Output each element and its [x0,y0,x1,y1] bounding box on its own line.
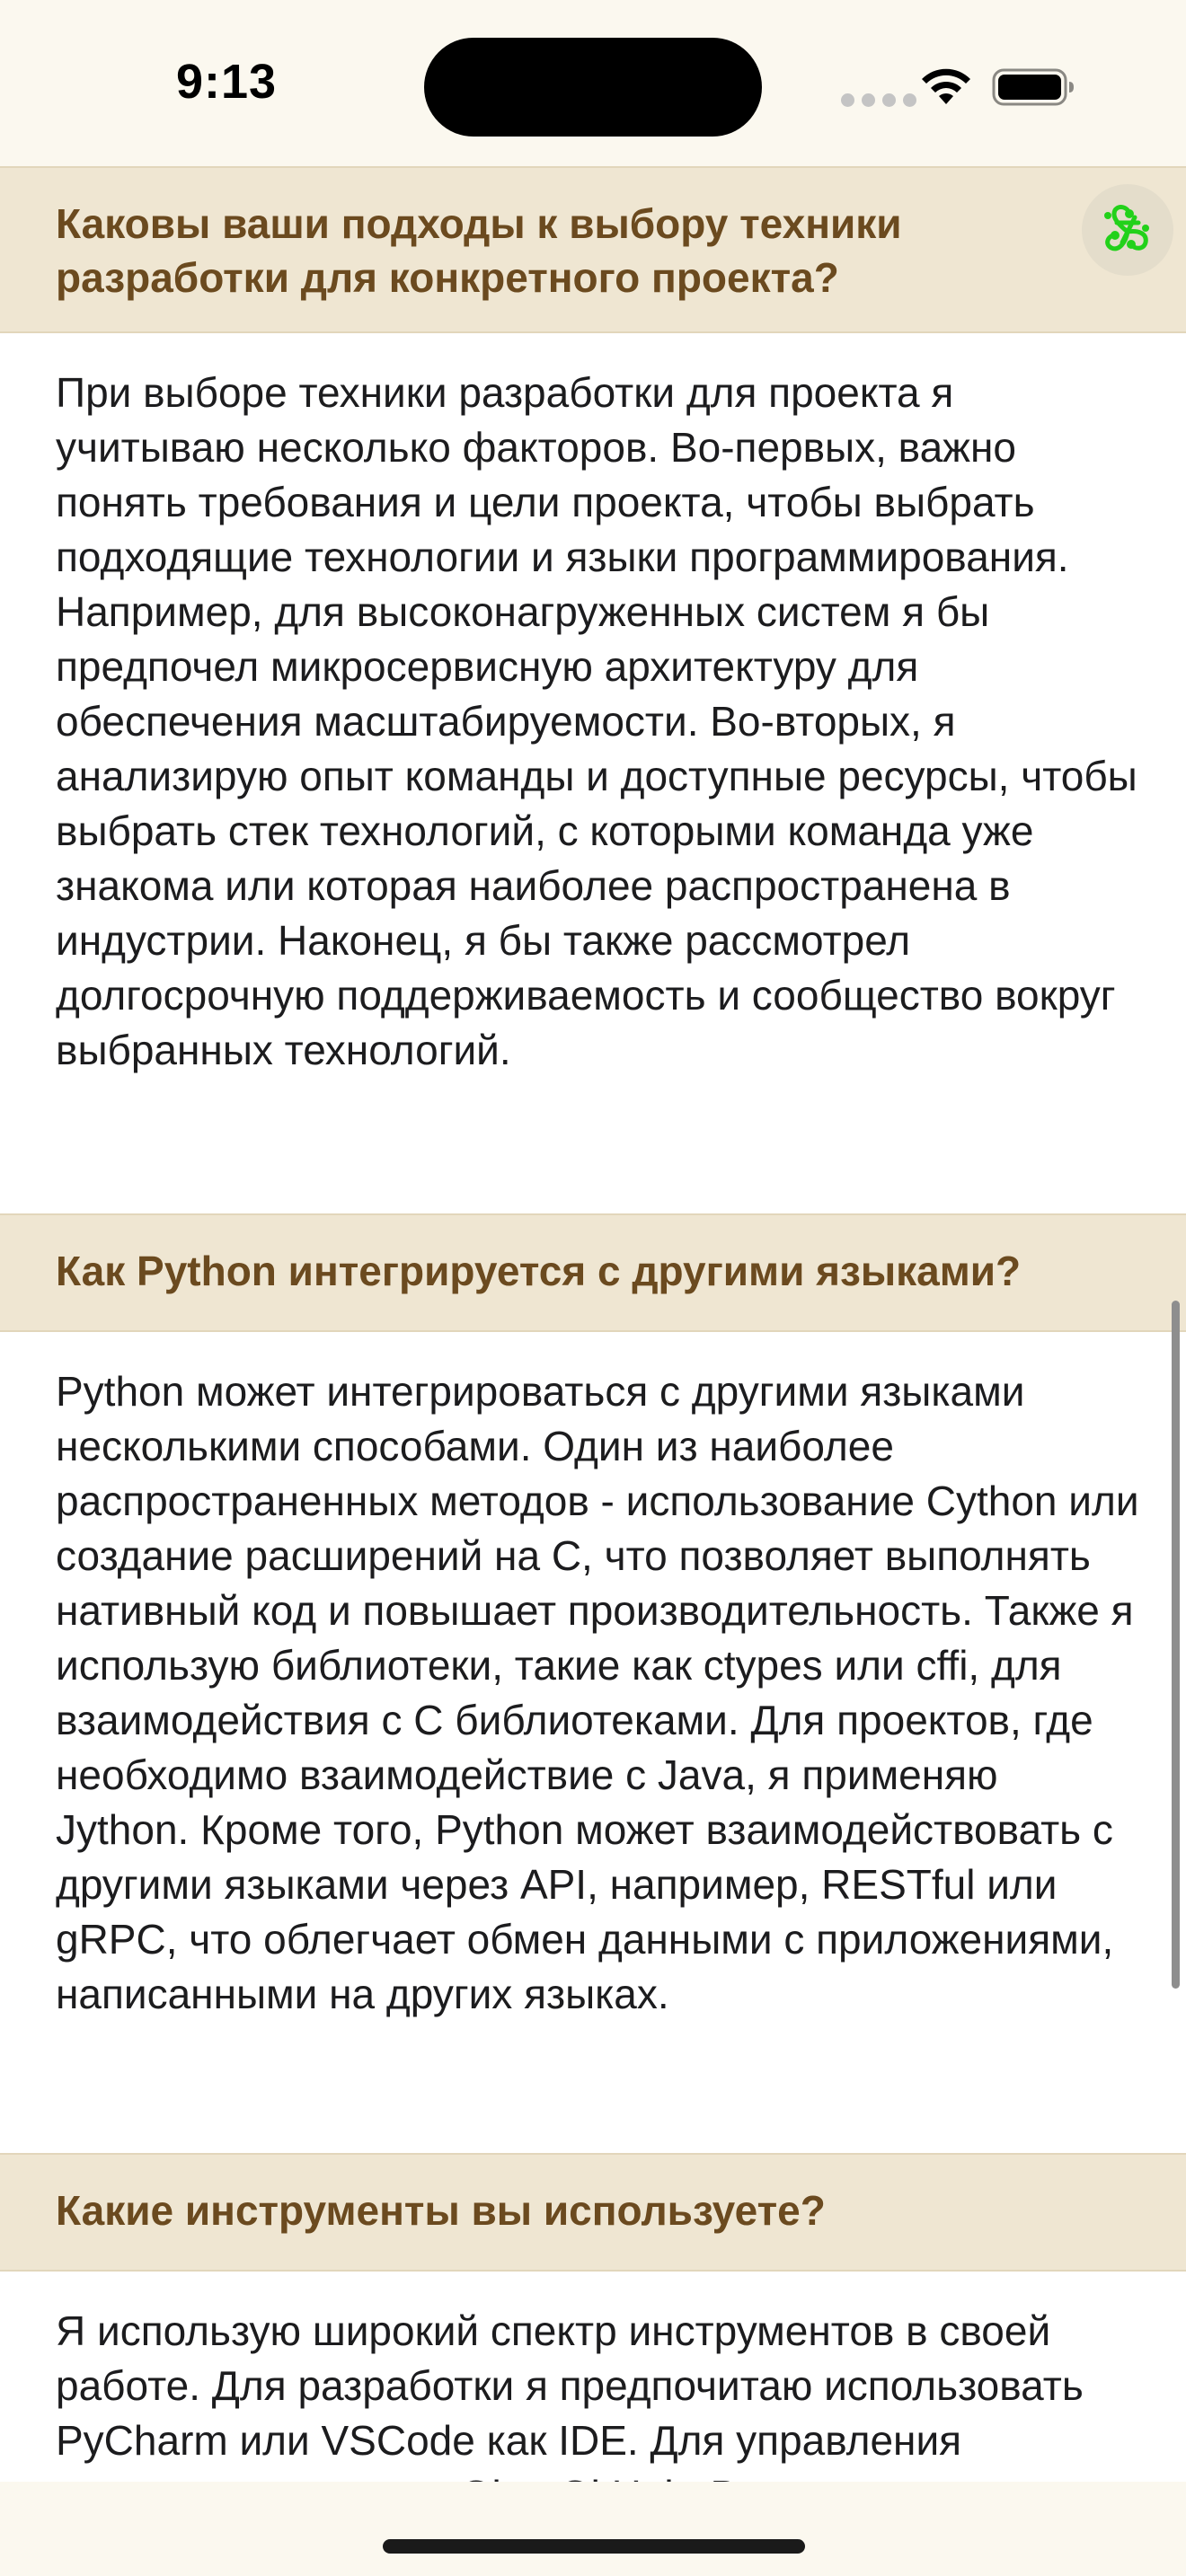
answer-block [0,1332,1186,2153]
status-bar [0,0,1186,166]
home-indicator[interactable] [383,2539,805,2554]
question-text: Как Python интегрируется с другими языками? [56,1248,1022,1294]
answer-text: Я использую широкий спектр инструментов в своей работе. Для разработки я предпочитаю использовать PyCharm или VSCode как IDE. Для управления [56,2307,1084,2464]
wifi-icon [918,65,974,108]
qa-list[interactable] [0,166,1186,2482]
vertical-scrollbar[interactable] [1172,1301,1180,1989]
question-header[interactable] [0,2153,1186,2272]
signal-dots-icon [841,93,916,107]
question-header[interactable] [0,1213,1186,1332]
triskelion-logo-icon [1095,198,1160,262]
dynamic-island [424,38,762,137]
answer-text: При выборе техники разработки для проекта я учитываю несколько факторов. Во-первых, важно понять требования и цели проекта, чтобы выбрать подходящие технологии и языки программирования. Например, для высоконагруженных систем я бы предпочел микросервисную архитектуру для обеспечения масштабируемости. Во-вторых, я анализирую опыт команды и доступные ресурсы, чтобы выбрать стек технологий, с которыми команда уже знакома или которая наиболее распространена в индустрии. Наконец, я бы также рассмотрел долгосрочную поддерживаемость и сообщество вокруг выбранных технологий. [56,369,1137,1073]
app-logo-button[interactable] [1082,184,1173,276]
question-text: Какие инструменты вы используете? [56,2187,826,2234]
bottom-safe-area [0,2482,1186,2576]
answer-block [0,333,1186,1213]
battery-icon [992,68,1075,106]
status-time: 9:13 [176,55,278,109]
answer-text: Python может интегрироваться с другими языками несколькими способами. Один из наиболее распространенных методов - использование Cython или создание расширений на C, что позволяет выполнять нативный код и повышает производительность. Также я использую библиотеки, такие как ctypes или cffi, для взаимодействия с C библиотеками. Для проектов, где необходимо взаимодействие с Java, я применяю Jython. Кроме того, Python может взаимодействовать с другими языками через API, например, RESTful или gRPC, что облегчает обмен данными с приложениями, написанными на других языках. [56,1368,1139,2017]
question-header[interactable] [0,166,1186,333]
question-text: Каковы ваши подходы к выбору техники разработки для конкретного проекта? [56,200,902,301]
